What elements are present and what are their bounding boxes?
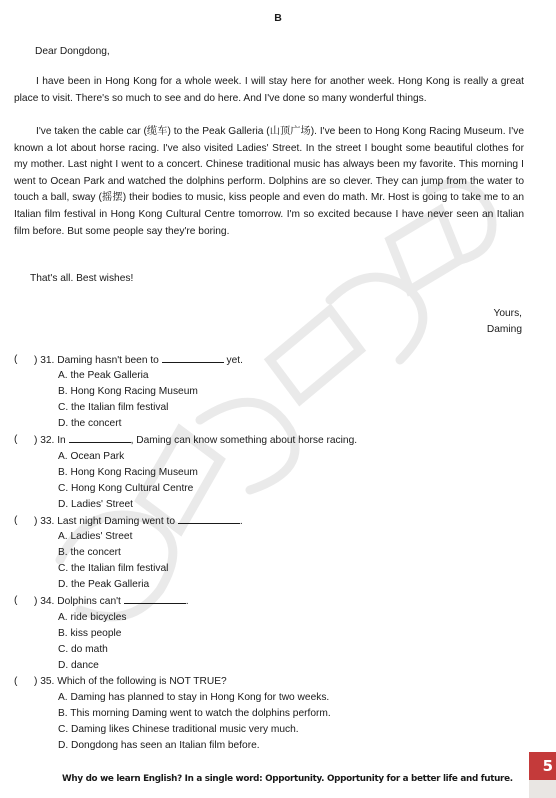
answer-blank: [162, 352, 224, 363]
question-stem-end: yet.: [226, 355, 243, 366]
option-d: D. Dongdong has seen an Italian film before.: [58, 740, 260, 752]
option-a: A. the Peak Galleria: [58, 370, 149, 382]
letter-signoff: Yours,: [493, 308, 522, 319]
option-d: D. the Peak Galleria: [58, 579, 150, 591]
question-stem: ) 32. In: [34, 435, 66, 447]
question-stem: ) 34. Dolphins can't: [34, 596, 121, 608]
question-32: [14, 432, 534, 512]
letter-signature: Daming: [486, 324, 522, 335]
letter-paragraph-1: I have been in Hong Kong for a whole week. I will stay here for another week. Hong Kong is really a great place to visit. There's so much to see and do here. And I've done so many wonderful things.: [14, 76, 524, 104]
answer-blank: [178, 513, 240, 524]
answer-bracket: (: [14, 675, 18, 687]
footer-slogan: Why do we learn English? In a single word: Opportunity. Opportunity for a better life and future.: [62, 774, 513, 784]
option-a: A. ride bicycles: [58, 611, 127, 623]
option-d: D. Ladies' Street: [58, 498, 133, 510]
answer-bracket: (: [14, 595, 18, 607]
question-31: [14, 352, 534, 432]
answer-bracket: (: [14, 354, 18, 365]
question-stem-end: , Daming can know something about horse racing.: [130, 435, 358, 447]
option-c: C. the Italian film festival: [58, 402, 169, 414]
question-stem-end: .: [185, 596, 189, 608]
page-number: 5: [542, 757, 553, 775]
answer-bracket: (: [14, 514, 18, 526]
option-c: C. Hong Kong Cultural Centre: [58, 482, 194, 494]
option-c: C. do math: [58, 643, 108, 655]
question-35: [14, 674, 534, 754]
letter-closing: That's all. Best wishes!: [30, 273, 134, 284]
question-stem: ) 33. Last night Daming went to: [34, 515, 176, 527]
answer-blank: [124, 593, 186, 604]
option-b: B. Hong Kong Racing Museum: [58, 466, 198, 478]
question-stem: ) 35. Which of the following is NOT TRUE?: [34, 675, 227, 687]
option-b: B. kiss people: [58, 627, 122, 639]
section-title: B: [274, 12, 282, 24]
option-b: B. This morning Daming went to watch the dolphins perform.: [58, 708, 331, 720]
option-c: C. Daming likes Chinese traditional music very much.: [58, 724, 299, 736]
answer-bracket: (: [14, 434, 18, 446]
letter-paragraph-2: I've taken the cable car (缆车) to the Peak Galleria (山顶广场). I've been to Hong Kong Racing Museum. I've known a lot about horse racing. I've also visited Ladies' Street. In the street I bought some beautiful clothes for my mother. Last night I went to a concert. Chinese traditional music has always been my favorite. This morning I went to Ocean Park and watched the dolphins perform. Dolphins are so clever. They can jump from the water to touch a ball, sway (摇摆) their bodies to music, kiss people and even do math. Mr. Host is going to take me to an Italian film festival in Hong Kong Cultural Centre tomorrow. I'm so excited because I have never seen an Italian film before. But some people say they're boring.: [14, 126, 524, 237]
option-a: A. Ladies' Street: [58, 531, 133, 543]
answer-blank: [69, 432, 131, 443]
option-d: D. dance: [58, 659, 99, 671]
option-a: A. Daming has planned to stay in Hong Kong for two weeks.: [58, 691, 330, 703]
option-c: C. the Italian film festival: [58, 563, 169, 575]
question-33: [14, 513, 534, 593]
question-stem: ) 31. Daming hasn't been to: [34, 355, 159, 366]
option-b: B. the concert: [58, 547, 121, 559]
option-b: B. Hong Kong Racing Museum: [58, 386, 198, 398]
option-a: A. Ocean Park: [58, 450, 125, 462]
question-34: [14, 593, 534, 673]
option-d: D. the concert: [58, 418, 122, 430]
question-list: [14, 352, 534, 754]
letter-greeting: Dear Dongdong,: [35, 46, 110, 57]
page-edge-strip: [529, 780, 556, 798]
question-stem-end: .: [239, 515, 243, 527]
